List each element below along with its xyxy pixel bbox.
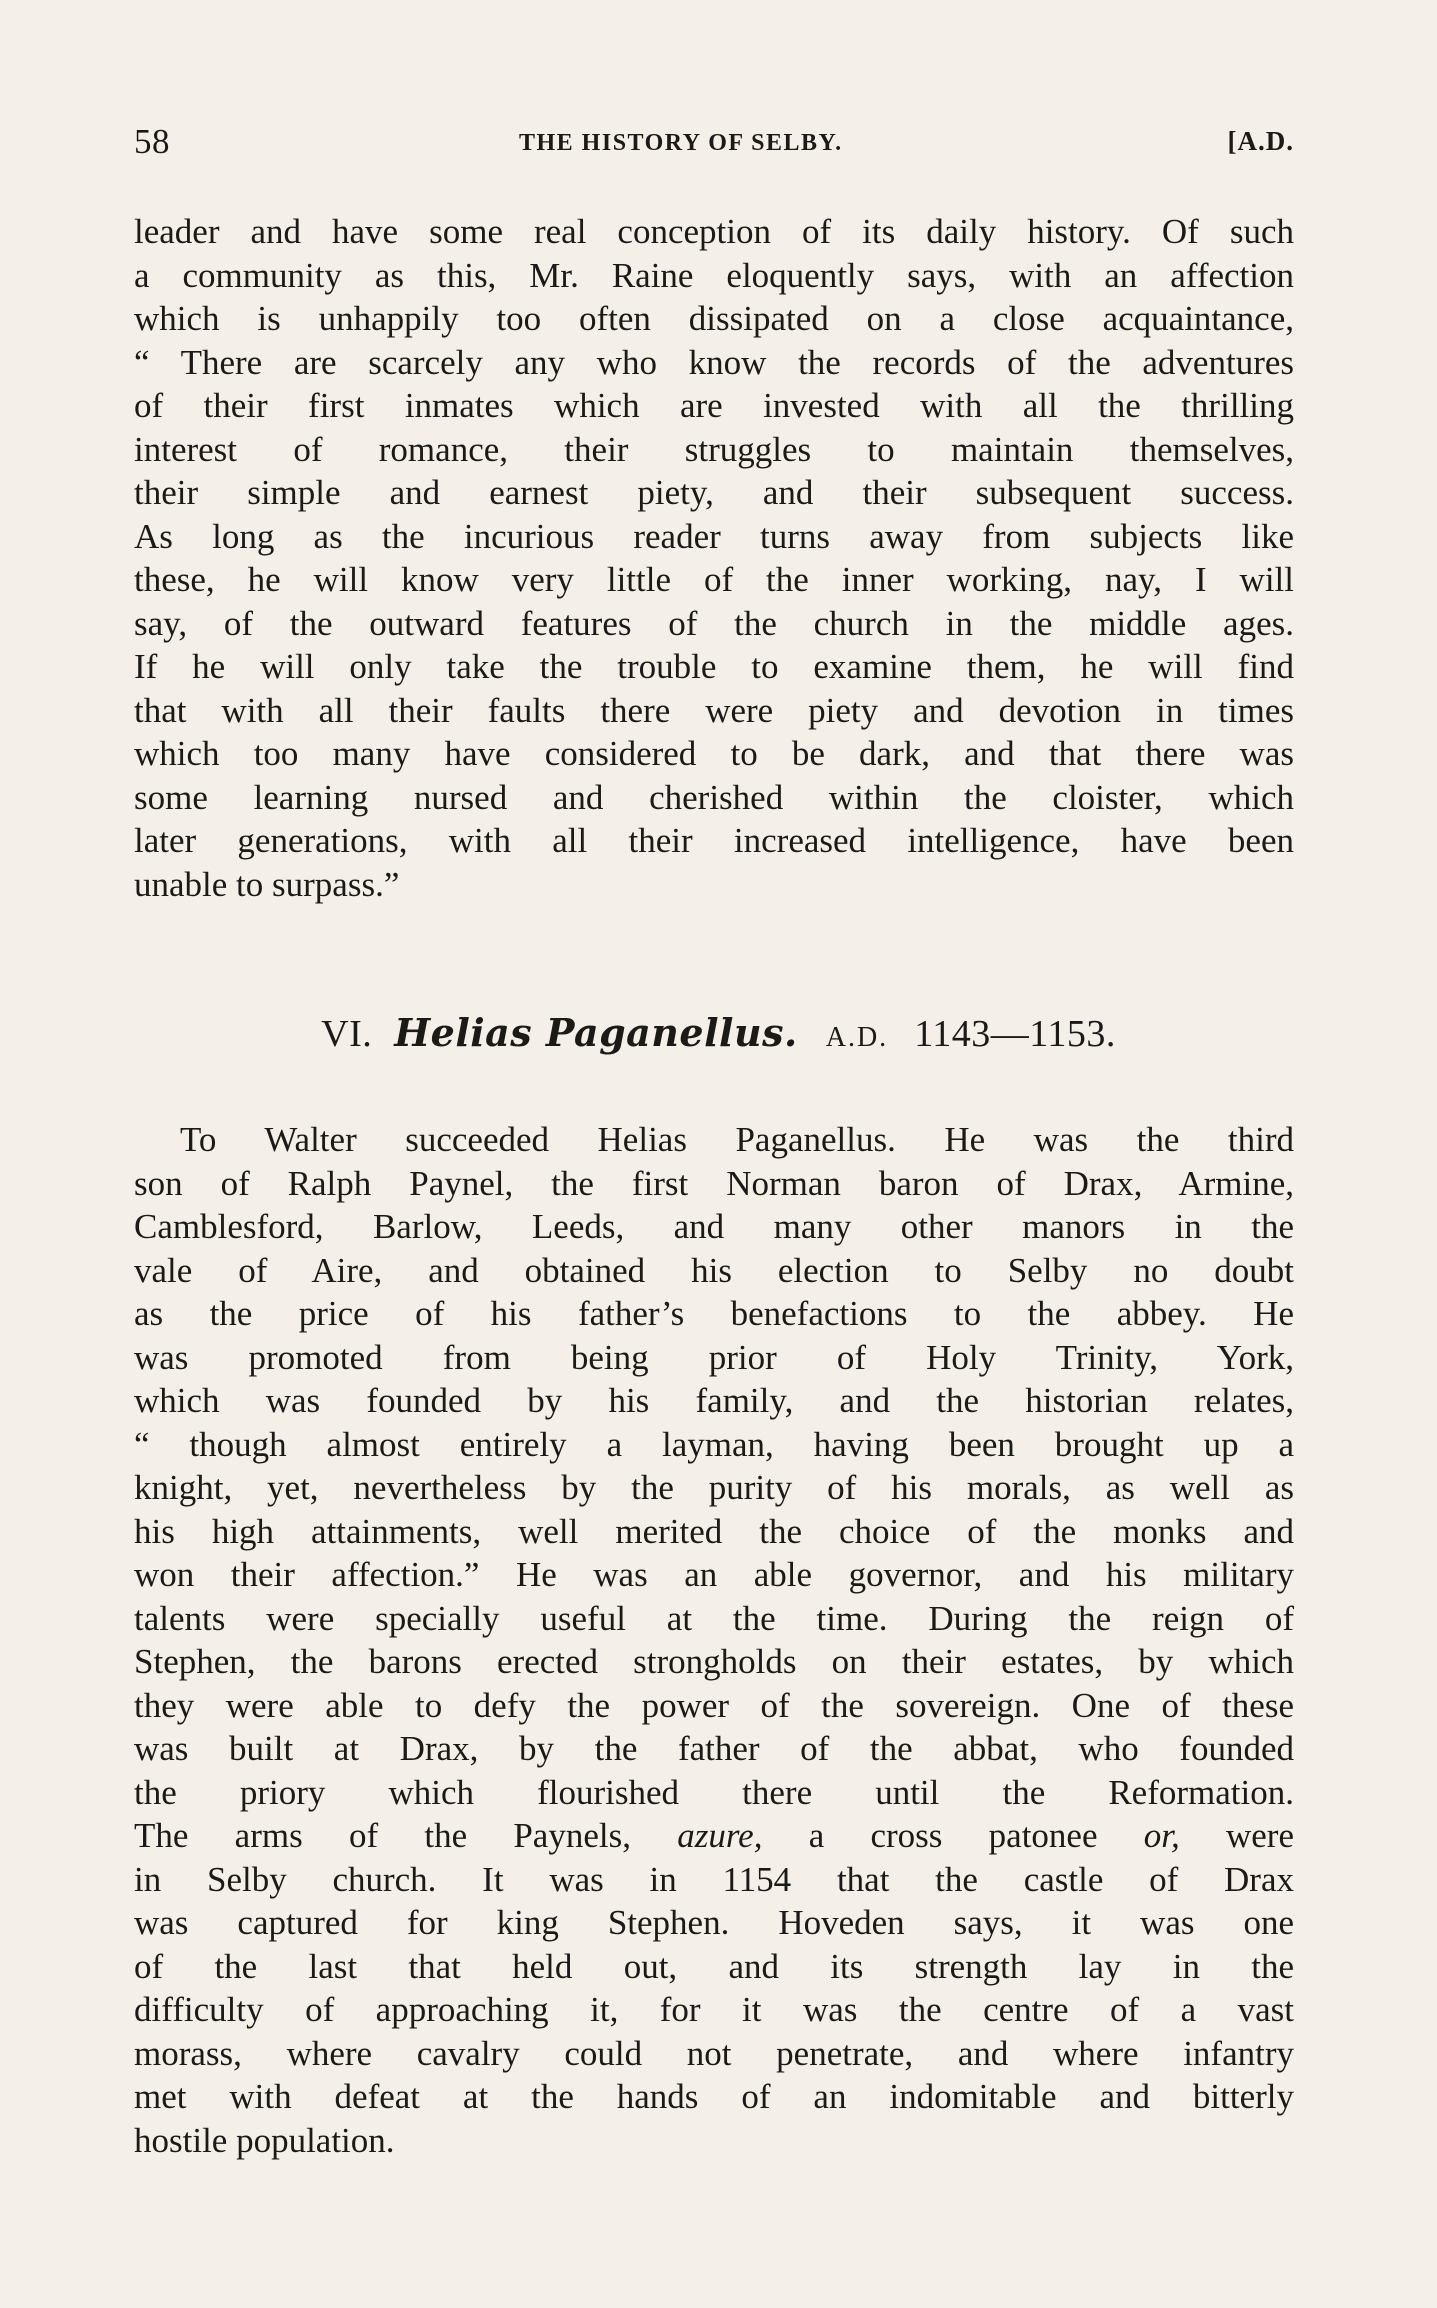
text-line: later generations, with all their increased intelligence, have been — [134, 821, 1294, 860]
text-line: that with all their faults there were piety and devotion in times — [134, 690, 1294, 730]
text-line: leader and have some real conception of its daily history. Of such — [134, 212, 1294, 251]
arms-tincture-azure: azure, — [677, 1816, 763, 1855]
paragraph-raine-quote — [134, 210, 1294, 906]
text-line: interest of romance, their struggles to maintain themselves, — [134, 429, 1294, 469]
text-line: hostile population. — [134, 2120, 395, 2160]
text-line: knight, yet, nevertheless by the purity of his morals, as well as — [134, 1468, 1294, 1507]
arms-tincture-or: or, — [1143, 1816, 1180, 1855]
text-line: As long as the incurious reader turns away from subjects like — [134, 516, 1294, 556]
text-line: If he will only take the trouble to examine them, he will find — [134, 647, 1294, 686]
text-line: “ There are scarcely any who know the records of the adventures — [134, 342, 1294, 382]
paragraph-helias — [134, 1118, 1294, 2162]
text-line: talents were specially useful at the time. During the reign of — [134, 1598, 1294, 1638]
text-line: unable to surpass.” — [134, 864, 400, 904]
era-mark: [A.D. — [1227, 126, 1294, 156]
section-name: Helias Paganellus. — [394, 1010, 798, 1055]
text-line: To Walter succeeded Helias Paganellus. He was the third — [180, 1120, 1294, 1159]
page-number: 58 — [134, 122, 170, 161]
text-line: his high attainments, well merited the choice of the monks and — [134, 1511, 1294, 1551]
text-line: Camblesford, Barlow, Leeds, and many other manors in the — [134, 1207, 1294, 1246]
section-heading — [0, 1010, 1437, 1056]
text-line: of the last that held out, and its strength lay in the — [134, 1946, 1294, 1986]
text-line: was captured for king Stephen. Hoveden says, it was one — [134, 1903, 1294, 1942]
text-line: a community as this, Mr. Raine eloquently says, with an affection — [134, 255, 1294, 295]
text-line: Stephen, the barons erected strongholds on their estates, by which — [134, 1642, 1294, 1681]
text-line: was built at Drax, by the father of the abbat, who founded — [134, 1729, 1294, 1768]
text-line: son of Ralph Paynel, the first Norman baron of Drax, Armine, — [134, 1163, 1294, 1203]
arms-middle: a cross patonee — [762, 1816, 1144, 1855]
text-line-arms — [134, 1814, 1294, 1858]
text-line: these, he will know very little of the inner working, nay, I will — [134, 560, 1294, 599]
text-line: of their first inmates which are invested with all the thrilling — [134, 386, 1294, 425]
text-line: vale of Aire, and obtained his election to Selby no doubt — [134, 1250, 1294, 1290]
text-line: they were able to defy the power of the sovereign. One of these — [134, 1685, 1294, 1725]
text-line: difficulty of approaching it, for it was the centre of a vast — [134, 1990, 1294, 2029]
text-line: the priory which flourished there until the Reformation. — [134, 1772, 1294, 1812]
section-numeral: VI. — [321, 1013, 373, 1055]
arms-before: The arms of the Paynels, — [134, 1816, 678, 1855]
text-line: met with defeat at the hands of an indomitable and bitterly — [134, 2077, 1294, 2116]
text-line: some learning nursed and cherished within the cloister, which — [134, 777, 1294, 817]
section-years: 1143—1153. — [914, 1013, 1116, 1055]
text-line: which too many have considered to be dark, and that there was — [134, 734, 1294, 773]
running-header — [134, 118, 1294, 168]
text-line: morass, where cavalry could not penetrate, and where infantry — [134, 2033, 1294, 2073]
text-line: won their affection.” He was an able governor, and his military — [134, 1555, 1294, 1594]
text-line: which was founded by his family, and the historian relates, — [134, 1381, 1294, 1420]
arms-after: were — [1179, 1816, 1294, 1855]
section-era: A.D. — [825, 1022, 889, 1053]
text-line: was promoted from being prior of Holy Trinity, York, — [134, 1337, 1294, 1377]
text-line: say, of the outward features of the church in the middle ages. — [134, 603, 1294, 643]
text-line: in Selby church. It was in 1154 that the castle of Drax — [134, 1859, 1294, 1899]
running-title: THE HISTORY OF SELBY. — [519, 130, 843, 156]
text-line: “ though almost entirely a layman, having been brought up a — [134, 1424, 1294, 1464]
text-line: their simple and earnest piety, and their subsequent success. — [134, 473, 1294, 512]
text-line: which is unhappily too often dissipated on a close acquaintance, — [134, 299, 1294, 338]
text-line: as the price of his father’s benefactions to the abbey. He — [134, 1294, 1294, 1333]
